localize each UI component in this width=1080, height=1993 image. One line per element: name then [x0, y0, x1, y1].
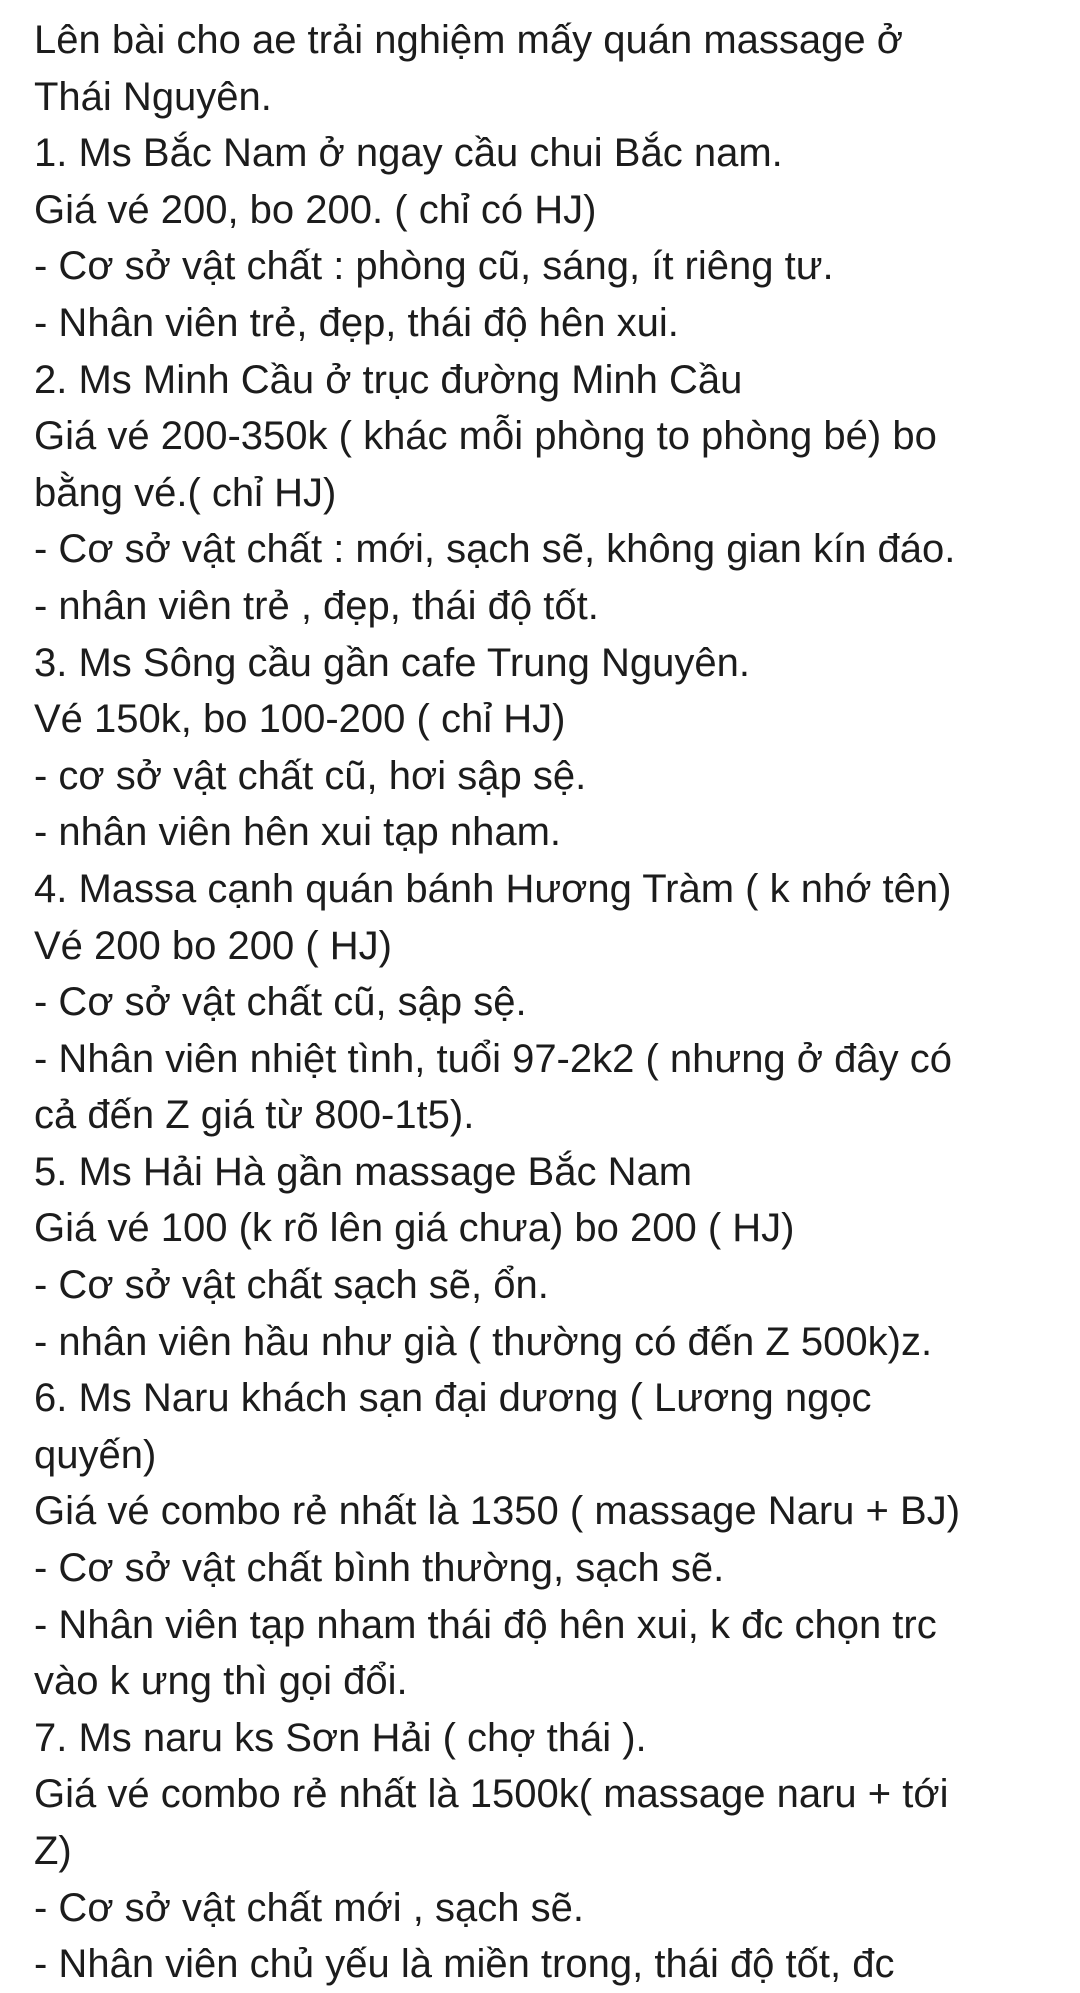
post-line: - Cơ sở vật chất : mới, sạch sẽ, không gian kín đáo. [34, 527, 956, 572]
post-line: Lên bài cho ae trải nghiệm mấy quán massage ở [34, 18, 903, 62]
post-line: cả đến Z giá từ 800-1t5). [34, 1093, 475, 1138]
post-line: 2. Ms Minh Cầu ở trục đường Minh Cầu [34, 357, 743, 402]
post-line: 6. Ms Naru khách sạn đại dương ( Lương ngọc [34, 1376, 872, 1421]
post-line: - Cơ sở vật chất sạch sẽ, ổn. [34, 1263, 549, 1308]
post-line: 1. Ms Bắc Nam ở ngay cầu chui Bắc nam. [34, 131, 783, 176]
post-line: - Nhân viên chủ yếu là miền trong, thái độ tốt, đc [34, 1942, 895, 1987]
post-line: 4. Massa cạnh quán bánh Hương Tràm ( k nhớ tên) [34, 866, 952, 911]
post-line: - nhân viên trẻ , đẹp, thái độ tốt. [34, 583, 599, 628]
post-line: quyến) [34, 1432, 157, 1477]
post-line: Vé 150k, bo 100-200 ( chỉ HJ) [34, 697, 566, 742]
post-line: 7. Ms naru ks Sơn Hải ( chợ thái ). [34, 1715, 647, 1760]
post-line: Thái Nguyên. [34, 74, 272, 119]
post-line: 3. Ms Sông cầu gần cafe Trung Nguyên. [34, 640, 750, 685]
post-line: Giá vé 200, bo 200. ( chỉ có HJ) [34, 187, 597, 232]
post-line: - cơ sở vật chất cũ, hơi sập sệ. [34, 753, 587, 798]
post-line: - Cơ sở vật chất : phòng cũ, sáng, ít riêng tư. [34, 244, 834, 289]
post-line: - nhân viên hầu như già ( thường có đến Z 500k)z. [34, 1319, 933, 1364]
post-line: Giá vé combo rẻ nhất là 1350 ( massage Naru + BJ) [34, 1489, 961, 1534]
post-line: - Nhân viên trẻ, đẹp, thái độ hên xui. [34, 300, 679, 345]
post-line: - Cơ sở vật chất mới , sạch sẽ. [34, 1885, 584, 1930]
post-line: Z) [34, 1829, 72, 1873]
post-line: Vé 200 bo 200 ( HJ) [34, 923, 392, 968]
post-line: vào k ưng thì gọi đổi. [34, 1659, 408, 1704]
post-line: - Cơ sở vật chất cũ, sập sệ. [34, 980, 527, 1025]
post-line: - Cơ sở vật chất bình thường, sạch sẽ. [34, 1546, 725, 1591]
post-line: - nhân viên hên xui tạp nham. [34, 810, 562, 855]
post-text [34, 12, 1074, 1993]
post-line: - Nhân viên nhiệt tình, tuổi 97-2k2 ( nhưng ở đây có [34, 1036, 952, 1081]
post-line: bằng vé.( chỉ HJ) [34, 470, 337, 515]
post-line: - Nhân viên tạp nham thái độ hên xui, k đc chọn trc [34, 1602, 937, 1647]
post-line: Giá vé 100 (k rõ lên giá chưa) bo 200 ( HJ) [34, 1206, 795, 1251]
post-line: Giá vé 200-350k ( khác mỗi phòng to phòng bé) bo [34, 414, 937, 459]
post-line: 5. Ms Hải Hà gần massage Bắc Nam [34, 1149, 693, 1194]
post-line: Giá vé combo rẻ nhất là 1500k( massage naru + tới [34, 1772, 949, 1817]
